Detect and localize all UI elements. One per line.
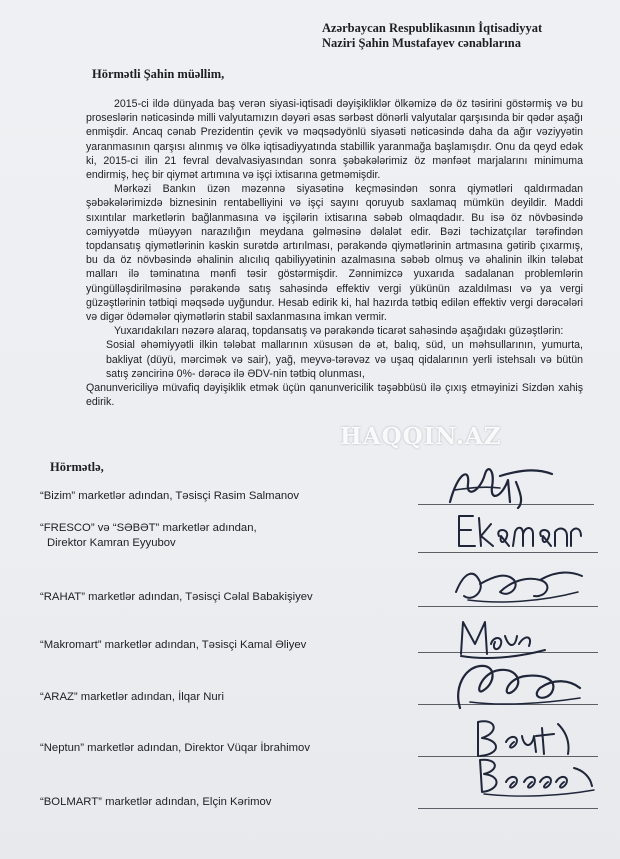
list-item: Sosial əhəmiyyətli ilkin tələbat mallarının xüsusən də ət, balıq, süd, un məhsullarının, yumurta, bakliyat (düyü, mərcimək və sair), yağ, meyvə-tərəvəz və uşaq qidalarının yerli istehsalı və bütün satış zəncirinə 0%- dərəcə ilə ƏDV-nin tətbiq olunması, <box>106 339 583 380</box>
signatory-araz <box>40 690 420 705</box>
signatory-line: “Neptun” marketlər adından, Direktor Vüqar İbrahimov <box>40 742 310 754</box>
signatory-bizim <box>40 489 420 504</box>
signatory-fresco <box>40 521 420 550</box>
paragraph-3: Yuxarıdakıları nəzərə alaraq, topdansatış və pərakəndə ticarət sahəsində aşağıdakı güzəştlərin: <box>114 325 564 338</box>
signatory-makromart <box>40 638 420 653</box>
signatory-line: “FRESCO” və “SƏBƏT” marketlər adından, <box>40 522 257 534</box>
signature-rahat <box>450 562 590 612</box>
salutation: Hörmətli Şahin müəllim, <box>92 67 225 81</box>
signature-fresco <box>455 510 585 554</box>
addressee-line-2: Naziri Şahin Mustafayev cənablarına <box>322 36 521 50</box>
signatory-line: Direktor Kamran Eyyubov <box>47 536 176 549</box>
paragraph-2: Mərkəzi Bankın üzən məzənnə siyasətinə keçməsindən sonra qiymətləri qaldırmadan şəbəkələrimizdə biznesinin rentabelliyini və işçi sayını qoruyub saxlamaq mümkün deyildir. Maddi sıxıntılar marketlərin bağlanmasına və işçilərin ixtisarına səbəb olmaqdadır. Bu isə öz növbəsində cəmiyyətdə müəyyən narazılığın meydana gəlməsinə dəlalət edir. Bəzi təchizatçılar tərəfindən topdansatış qiymətlərinin kəskin surətdə artırılması, pərakəndə qiymətlərinin artmasına gətirib çıxarmış, bu da öz növbəsində əhalinin alıcılıq qabiliyyətinin azalmasına səbəb olmuş və əhalinin ilkin tələbat malları ilə təminatına mənfi təsir göstərmişdir. Zənnimizcə yuxarıda sadalanan problemlərin yüngülləşdirilməsinə pərakəndə satış sahəsində effektiv vergi yükünün azaldılması və ya vergi güzəştlərinin tətbiqi məqsədə uyğundur. Hesab edirik ki, hal hazırda tətbiq edilən effektiv vergi dərəcələri və digər ödəmələr qiymətlərin stabil saxlanmasına imkan vermir. <box>86 183 583 324</box>
watermark: HAQQIN.AZ <box>340 423 502 450</box>
signature-araz <box>440 658 590 714</box>
signatory-line: “RAHAT” marketlər adından, Təsisçi Cəlal Babakişiyev <box>40 591 313 603</box>
signature-makromart <box>455 614 555 664</box>
signatory-line: “Bizim” marketlər adından, Təsisçi Rasim Salmanov <box>40 490 300 502</box>
signature-bizim <box>440 462 560 512</box>
addressee-line-1: Azərbaycan Respublikasının İqtisadiyyat <box>322 21 543 35</box>
signatory-rahat <box>40 590 420 605</box>
regards: Hörmətlə, <box>50 460 104 474</box>
paragraph-1: 2015-ci ildə dünyada baş verən siyasi-iqtisadi dəyişikliklər ölkəmizə də öz təsirini göstərmiş və bu proseslərin nəticəsində milli valyutamızın dəyəri əsas sərbəst dönərli valyutalar qarşısında bir qədər aşağı enmişdir. Ancaq cənab Prezidentin çevik və məqsədyönlü siyasəti nəticəsində daha da ağır vəziyyətin yaranmasının qarşısı alınmış və ölkə iqtisadiyyatında stabillik yaranmağa başlamışdır. Onu da qeyd edək ki, 2015-ci ilin 21 fevral devalvasiyasından sonra şəbəkələrimiz öz mənfəət marjalarını minimuma endirmiş, heç bir qiymət artımına və işçi ixtisarına getməmişdir. <box>86 98 583 182</box>
signatory-line: “BOLMART” marketlər adından, Elçin Kərimov <box>40 796 272 808</box>
signatory-line: “ARAZ” marketlər adından, İlqar Nuri <box>40 691 224 703</box>
letter-body <box>86 97 583 409</box>
signatory-neptun <box>40 741 420 756</box>
addressee <box>322 21 542 51</box>
closing-request: Qanunvericiliyə müvafiq dəyişiklik etmək üçün qanunvericilik təşəbbüsü ilə çıxış etməyinizi Sizdən xahiş edirik. <box>86 382 583 409</box>
signatory-line: “Makromart” marketlər adından, Təsisçi Kamal Əliyev <box>40 639 307 651</box>
signatory-bolmart <box>40 795 420 810</box>
signature-rule <box>418 808 598 809</box>
signature-bolmart <box>470 752 600 798</box>
